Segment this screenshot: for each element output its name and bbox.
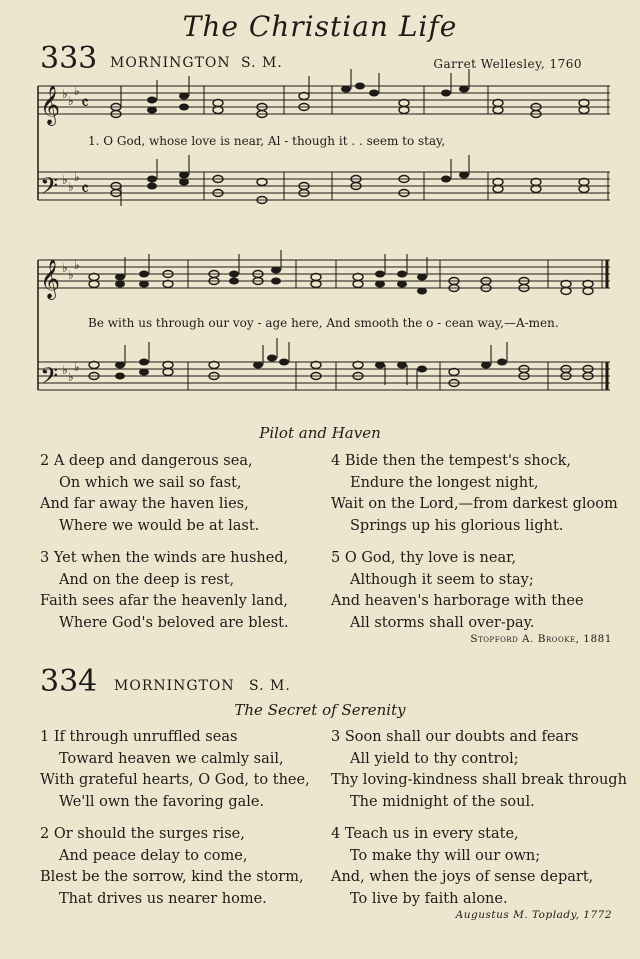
verse-line: With grateful hearts, O God, to thee, xyxy=(40,772,310,788)
svg-text:♭: ♭ xyxy=(68,370,74,384)
verse-line: 3 Soon shall our doubts and fears xyxy=(331,729,579,745)
svg-text:𝄢: 𝄢 xyxy=(40,362,59,395)
hymn-333-verse-5 xyxy=(331,548,584,634)
verse-line: 5 O God, thy love is near, xyxy=(331,550,517,566)
svg-text:♭: ♭ xyxy=(74,84,80,98)
svg-text:𝄴: 𝄴 xyxy=(81,179,90,200)
meter-333: S. M. xyxy=(241,55,283,71)
verse-line: Although it seem to stay; xyxy=(350,571,534,588)
meter-334: S. M. xyxy=(249,678,291,694)
verse-line: 4 Bide then the tempest's shock, xyxy=(331,453,572,469)
hymn-333-verse-2 xyxy=(40,451,259,537)
svg-text:𝄞: 𝄞 xyxy=(40,85,61,125)
svg-text:♭: ♭ xyxy=(74,258,80,272)
hymn-334-title: The Secret of Serenity xyxy=(234,701,406,719)
verse-line: All storms shall over-pay. xyxy=(350,614,535,631)
tune-name-334: MORNINGTON xyxy=(114,678,235,694)
composer-333: Garret Wellesley, 1760 xyxy=(433,57,582,71)
lyrics-line-1: 1. O God, whose love is near, Al - though it . . seem to stay, xyxy=(88,134,446,148)
verse-line: Blest be the sorrow, kind the storm, xyxy=(40,869,304,885)
svg-text:♭: ♭ xyxy=(68,94,74,108)
verse-line: Wait on the Lord,—from darkest gloom xyxy=(331,496,618,512)
verse-line: 3 Yet when the winds are hushed, xyxy=(40,550,289,566)
hymn-334-verse-1 xyxy=(40,727,310,813)
hymn-333-title: Pilot and Haven xyxy=(259,424,381,442)
verse-line: 4 Teach us in every state, xyxy=(331,826,519,842)
music-score-system-1 xyxy=(36,78,612,228)
svg-text:♭: ♭ xyxy=(68,180,74,194)
verse-line: Thy loving-kindness shall break through xyxy=(331,772,627,788)
lyrics-line-2: Be with us through our voy - age here, And smooth the o - cean way,—A-men. xyxy=(88,316,559,330)
svg-text:♭: ♭ xyxy=(74,170,80,184)
verse-line: 1 If through unruffled seas xyxy=(40,729,238,745)
svg-text:♭: ♭ xyxy=(74,360,80,374)
hymn-333-verse-4 xyxy=(331,451,618,537)
verse-line: We'll own the favoring gale. xyxy=(59,793,265,810)
verse-line: To make thy will our own; xyxy=(350,847,541,864)
svg-text:♭: ♭ xyxy=(62,363,68,377)
verse-line: Toward heaven we calmly sail, xyxy=(59,750,284,767)
hymn-334-verse-2 xyxy=(40,824,304,910)
verse-line: To live by faith alone. xyxy=(350,890,508,907)
verse-line: Springs up his glorious light. xyxy=(350,517,564,534)
svg-text:𝄴: 𝄴 xyxy=(81,93,90,114)
svg-text:♭: ♭ xyxy=(62,87,68,101)
hymn-number-333: 333 xyxy=(40,41,98,76)
verse-line: And peace delay to come, xyxy=(59,847,248,864)
verse-line: And heaven's harborage with thee xyxy=(331,593,584,609)
svg-text:♭: ♭ xyxy=(62,173,68,187)
hymn-334-author: Augustus M. Toplady, 1772 xyxy=(455,909,612,921)
verse-line: 2 A deep and dangerous sea, xyxy=(40,453,253,469)
verse-line: The midnight of the soul. xyxy=(350,793,535,810)
hymn-334-verse-4 xyxy=(331,824,593,910)
tune-name-333: MORNINGTON xyxy=(110,55,231,71)
hymn-number-334: 334 xyxy=(40,664,98,699)
svg-text:𝄞: 𝄞 xyxy=(40,259,61,299)
hymn-333-author: Stopford A. Brooke, 1881 xyxy=(470,633,612,645)
verse-line: That drives us nearer home. xyxy=(59,890,267,907)
verse-line: Where we would be at last. xyxy=(59,517,260,534)
verse-line: And on the deep is rest, xyxy=(59,571,235,588)
svg-text:♭: ♭ xyxy=(62,261,68,275)
verse-line: On which we sail so fast, xyxy=(59,474,242,491)
verse-line: Faith sees afar the heavenly land, xyxy=(40,593,288,609)
svg-text:♭: ♭ xyxy=(68,268,74,282)
verse-line: And, when the joys of sense depart, xyxy=(331,869,594,885)
verse-line: And far away the haven lies, xyxy=(40,496,249,512)
verse-line: Endure the longest night, xyxy=(350,474,539,491)
verse-line: 2 Or should the surges rise, xyxy=(40,826,245,842)
hymn-333-verse-3 xyxy=(40,548,289,634)
hymn-334-verse-3 xyxy=(331,727,627,813)
verse-line: Where God's beloved are blest. xyxy=(59,614,289,631)
svg-text:𝄢: 𝄢 xyxy=(40,172,59,205)
verse-line: All yield to thy control; xyxy=(350,750,519,767)
section-title: The Christian Life xyxy=(182,10,458,43)
